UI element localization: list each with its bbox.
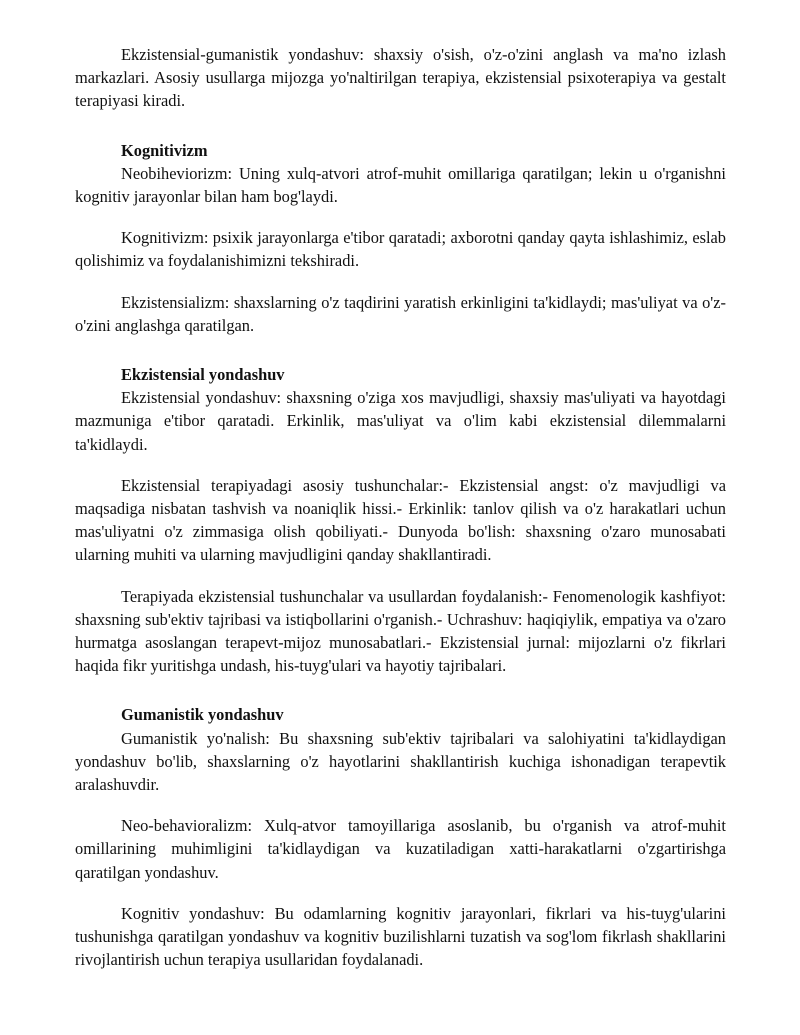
paragraph-cognitive-approach: Kognitiv yondashuv: Bu odamlarning kognitiv jarayonlari, fikrlari va his-tuyg'ularini tushunishga qaratilgan yondashuv va kognitiv buzilishlarni tuzatish va sog'lom fikrlash shakllarini rivojlantirish uchun terapiya usullaridan foydalanadi. — [75, 903, 726, 970]
document-page — [75, 43, 726, 972]
paragraph-existential-approach: Ekzistensial yondashuv: shaxsning o'ziga xos mavjudligi, shaxsiy mas'uliyati va hayotdagi mazmuniga e'tibor qaratadi. Erkinlik, mas'uliyat va o'lim kabi ekzistensial dilemmalarni ta'kidlaydi. — [75, 388, 726, 454]
paragraph-cognitivism: Kognitivizm: psixik jarayonlarga e'tibor qaratadi; axborotni qanday qayta ishlashimiz, eslab qolishimiz va foydalanishimizni tekshiradi. — [75, 228, 726, 271]
heading-cognitivism: Kognitivizm — [121, 140, 208, 160]
heading-existential-approach: Ekzistensial yondashuv — [121, 365, 285, 385]
heading-humanistic-approach: Gumanistik yondashuv — [121, 705, 284, 725]
paragraph-neo-behavioralism: Neo-behavioralizm: Xulq-atvor tamoyillariga asoslanib, bu o'rganish va atrof-muhit omillarining muhimligini ta'kidlaydigan va kuzatiladigan xatti-harakatlarni o'zgartirishga qaratilgan yondashuv. — [75, 816, 726, 882]
paragraph-humanistic-direction: Gumanistik yo'nalish: Bu shaxsning sub'ektiv tajribalari va salohiyatini ta'kidlaydigan yondashuv bo'lib, shaxslarning o'z hayotlarini shakllantirish kuchiga ishonadigan terapevtik aralashuvdir. — [75, 728, 726, 795]
paragraph-existential-therapy-methods: Terapiyada ekzistensial tushunchalar va usullardan foydalanish:- Fenomenologik kashfiyot: shaxsning sub'ektiv tajribasi va istiqbollarini o'rganish.- Uchrashuv: haqiqiylik, empatiya va o'zaro hurmatga asoslangan terapevt-mijoz munosabatlari.- Ekzistensial jurnal: mijozlarni o'z fikrlari haqida fikr yuritishga undash, his-tuyg'ulari va hayotiy tajribalari. — [75, 586, 726, 676]
paragraph-existentialism: Ekzistensializm: shaxslarning o'z taqdirini yaratish erkinligini ta'kidlaydi; mas'uliyat va o'z-o'zini anglashga qaratilgan. — [75, 292, 726, 335]
paragraph-existential-therapy-concepts: Ekzistensial terapiyadagi asosiy tushunchalar:- Ekzistensial angst: o'z mavjudligi va maqsadiga nisbatan tashvish va noaniqlik hissi.- Erkinlik: tanlov qilish va o'z harakatlari uchun mas'uliyatni o'z zimmasiga olish qobiliyati.- Dunyoda bo'lish: shaxsning o'zaro munosabati ularning muhiti va ularning mavjudligini qanday shakllantiradi. — [75, 475, 726, 565]
paragraph-neobehaviorism: Neobiheviorizm: Uning xulq-atvori atrof-muhit omillariga qaratilgan; lekin u o'rganishni kognitiv jarayonlar bilan ham bog'laydi. — [75, 163, 726, 207]
paragraph-existential-humanistic: Ekzistensial-gumanistik yondashuv: shaxsiy o'sish, o'z-o'zini anglash va ma'no izlash markazlari. Asosiy usullarga mijozga yo'naltirilgan terapiya, ekzistensial psixoterapiya va gestalt terapiyasi kiradi. — [75, 45, 726, 111]
